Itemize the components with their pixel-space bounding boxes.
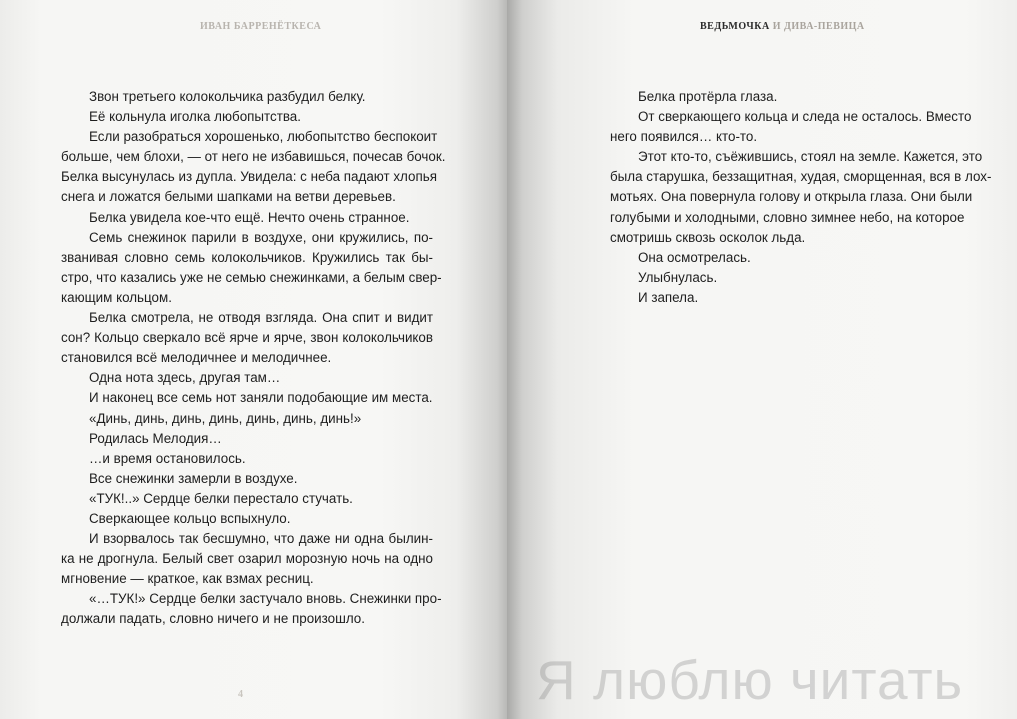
text-line: Улыбнулась. bbox=[638, 269, 718, 285]
text-line: И запела. bbox=[638, 289, 699, 305]
right-page-text bbox=[610, 87, 992, 308]
text-line: кающим кольцом. bbox=[61, 289, 172, 305]
text-line: смотришь сквозь осколок льда. bbox=[610, 229, 806, 245]
text-line: Она осмотрелась. bbox=[638, 249, 751, 265]
text-line: Одна нота здесь, другая там… bbox=[89, 370, 281, 386]
text-line: должали падать, словно ничего и не произошло. bbox=[61, 611, 365, 627]
text-line: становился всё мелодичнее и мелодичнее. bbox=[61, 350, 332, 366]
text-line: «…ТУК!» Сердце белки застучало вновь. Снежинки про- bbox=[89, 591, 442, 607]
text-line: Белка смотрела, не отводя взгляда. Она спит и видит bbox=[89, 310, 433, 326]
page-number: 4 bbox=[238, 689, 243, 700]
text-line: сон? Кольцо сверкало всё ярче и ярче, звон колокольчиков bbox=[61, 330, 433, 346]
text-line: званивая словно семь колокольчиков. Кружились так бы- bbox=[61, 249, 433, 265]
text-line: Белка высунулась из дупла. Увидела: с неба падают хлопья bbox=[61, 169, 437, 185]
text-line: мотьях. Она повернула голову и открыла глаза. Они были bbox=[610, 189, 973, 205]
text-line: Сверкающее кольцо вспыхнуло. bbox=[89, 510, 291, 526]
text-line: него появился… кто-то. bbox=[610, 129, 758, 145]
text-line: От сверкающего кольца и следа не осталось. Вместо bbox=[638, 109, 972, 125]
text-line: ка не дрогнула. Белый свет озарил морозную ночь на одно bbox=[61, 551, 433, 567]
right-page bbox=[507, 0, 1017, 719]
text-line: стро, что казались уже не семью снежинками, а белым свер- bbox=[61, 269, 442, 285]
text-line: Белка протёрла глаза. bbox=[638, 89, 778, 104]
text-line: И взорвалось так бесшумно, что даже ни одна былин- bbox=[89, 531, 433, 547]
text-line: Семь снежинок парили в воздухе, они кружились, по- bbox=[89, 229, 433, 245]
running-head-author: ИВАН БАРРЕНЁТКЕСА bbox=[200, 21, 322, 32]
left-page-text bbox=[61, 87, 446, 630]
left-page bbox=[0, 0, 507, 719]
text-line: Все снежинки замерли в воздухе. bbox=[89, 470, 298, 486]
text-line: «Динь, динь, динь, динь, динь, динь, динь!» bbox=[89, 410, 362, 426]
text-line: голубыми и холодными, словно зимнее небо, на которое bbox=[610, 209, 965, 225]
text-line: Родилась Мелодия… bbox=[89, 430, 222, 446]
text-line: «ТУК!..» Сердце белки перестало стучать. bbox=[89, 490, 353, 506]
running-head-title bbox=[700, 21, 865, 32]
text-line: Звон третьего колокольчика разбудил белку. bbox=[89, 89, 366, 104]
text-line: …и время остановилось. bbox=[89, 450, 246, 466]
text-line: И наконец все семь нот заняли подобающие им места. bbox=[89, 390, 433, 406]
running-head-title-rest: И ДИВА-ПЕВИЦА bbox=[769, 21, 865, 32]
text-line: Если разобраться хорошенько, любопытство беспокоит bbox=[89, 129, 438, 145]
text-line: Этот кто-то, съёжившись, стоял на земле. Кажется, это bbox=[638, 149, 983, 165]
watermark: Я люблю читать bbox=[536, 649, 964, 711]
text-line: мгновение — краткое, как взмах ресниц. bbox=[61, 571, 314, 587]
text-line: была старушка, беззащитная, худая, сморщенная, вся в лох- bbox=[610, 169, 992, 185]
running-head-title-accent: ВЕДЬМОЧКА bbox=[700, 21, 770, 32]
text-line: снега и ложатся белыми шапками на ветви деревьев. bbox=[61, 189, 396, 205]
text-line: Белка увидела кое-что ещё. Нечто очень странное. bbox=[89, 209, 410, 225]
text-line: Её кольнула иголка любопытства. bbox=[89, 109, 301, 125]
text-line: больше, чем блохи, — от него не избавишься, почесав бочок. bbox=[61, 149, 446, 165]
